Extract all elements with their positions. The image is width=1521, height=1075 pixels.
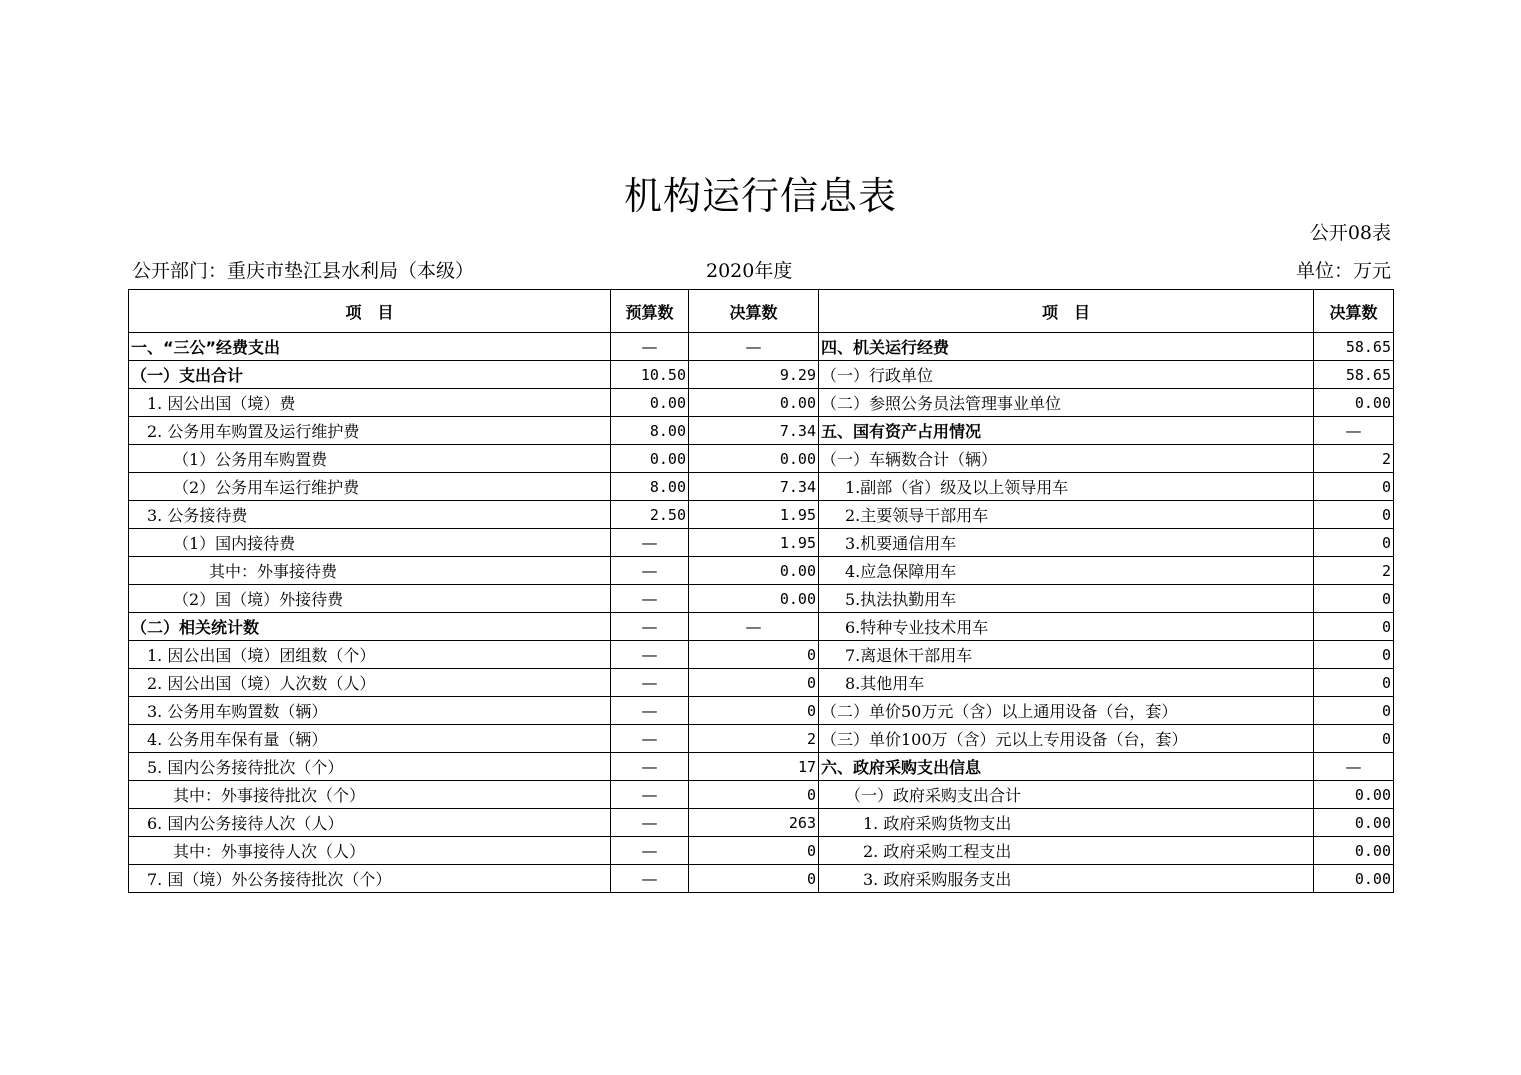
final-left-cell: 0 bbox=[689, 781, 819, 809]
final-right-cell: — bbox=[1314, 753, 1394, 781]
final-right-cell: 58.65 bbox=[1314, 333, 1394, 361]
budget-cell: — bbox=[611, 809, 689, 837]
final-left-cell: 17 bbox=[689, 753, 819, 781]
table-row bbox=[129, 585, 1394, 613]
final-left-cell: 0 bbox=[689, 641, 819, 669]
department-label: 公开部门：重庆市垫江县水利局（本级） bbox=[132, 260, 475, 282]
budget-cell: — bbox=[611, 865, 689, 893]
final-right-cell: 0.00 bbox=[1314, 781, 1394, 809]
final-right-cell: 2 bbox=[1314, 557, 1394, 585]
final-right-cell: 2 bbox=[1314, 445, 1394, 473]
item-right-cell: 1.副部（省）级及以上领导用车 bbox=[819, 473, 1314, 501]
fiscal-year: 2020年度 bbox=[706, 260, 793, 282]
item-left-cell: （1）国内接待费 bbox=[129, 529, 611, 557]
budget-cell: — bbox=[611, 697, 689, 725]
item-left-cell: 3. 公务接待费 bbox=[129, 501, 611, 529]
table-row bbox=[129, 837, 1394, 865]
table-row bbox=[129, 613, 1394, 641]
final-left-cell: 0.00 bbox=[689, 445, 819, 473]
final-left-cell: 0.00 bbox=[689, 585, 819, 613]
final-left-cell: 263 bbox=[689, 809, 819, 837]
item-left-cell: 1. 因公出国（境）费 bbox=[129, 389, 611, 417]
budget-cell: — bbox=[611, 641, 689, 669]
final-right-cell: 0 bbox=[1314, 529, 1394, 557]
table-row bbox=[129, 417, 1394, 445]
table-row bbox=[129, 501, 1394, 529]
final-right-cell: 0 bbox=[1314, 613, 1394, 641]
item-right-cell: 五、国有资产占用情况 bbox=[819, 417, 1314, 445]
budget-cell: — bbox=[611, 669, 689, 697]
final-right-cell: — bbox=[1314, 417, 1394, 445]
final-right-cell: 0 bbox=[1314, 669, 1394, 697]
budget-cell: 2.50 bbox=[611, 501, 689, 529]
unit-label: 单位：万元 bbox=[1295, 260, 1391, 282]
final-left-cell: — bbox=[689, 333, 819, 361]
budget-cell: 10.50 bbox=[611, 361, 689, 389]
final-left-cell: 0 bbox=[689, 837, 819, 865]
header-item-left: 项 目 bbox=[129, 290, 611, 333]
budget-cell: — bbox=[611, 529, 689, 557]
final-left-cell: 9.29 bbox=[689, 361, 819, 389]
item-right-cell: 1. 政府采购货物支出 bbox=[819, 809, 1314, 837]
budget-cell: — bbox=[611, 837, 689, 865]
final-right-cell: 0 bbox=[1314, 697, 1394, 725]
budget-cell: 8.00 bbox=[611, 473, 689, 501]
item-right-cell: （二）参照公务员法管理事业单位 bbox=[819, 389, 1314, 417]
final-left-cell: 7.34 bbox=[689, 417, 819, 445]
item-left-cell: （2）公务用车运行维护费 bbox=[129, 473, 611, 501]
item-left-cell: 一、“三公”经费支出 bbox=[129, 333, 611, 361]
item-right-cell: （一）车辆数合计（辆） bbox=[819, 445, 1314, 473]
budget-cell: — bbox=[611, 753, 689, 781]
table-row bbox=[129, 865, 1394, 893]
table-row bbox=[129, 557, 1394, 585]
final-right-cell: 0 bbox=[1314, 585, 1394, 613]
table-row bbox=[129, 361, 1394, 389]
final-right-cell: 0 bbox=[1314, 725, 1394, 753]
form-code: 公开08表 bbox=[1309, 222, 1391, 244]
budget-cell: — bbox=[611, 613, 689, 641]
final-left-cell: 7.34 bbox=[689, 473, 819, 501]
final-right-cell: 0.00 bbox=[1314, 389, 1394, 417]
table-row bbox=[129, 333, 1394, 361]
final-left-cell: 1.95 bbox=[689, 529, 819, 557]
final-left-cell: 0.00 bbox=[689, 557, 819, 585]
budget-cell: — bbox=[611, 781, 689, 809]
table-row bbox=[129, 473, 1394, 501]
item-left-cell: 6. 国内公务接待人次（人） bbox=[129, 809, 611, 837]
item-right-cell: 6.特种专业技术用车 bbox=[819, 613, 1314, 641]
budget-cell: 8.00 bbox=[611, 417, 689, 445]
final-left-cell: 0 bbox=[689, 865, 819, 893]
header-final-right: 决算数 bbox=[1314, 290, 1394, 333]
item-right-cell: 3. 政府采购服务支出 bbox=[819, 865, 1314, 893]
budget-cell: — bbox=[611, 725, 689, 753]
table-row bbox=[129, 753, 1394, 781]
table-row bbox=[129, 809, 1394, 837]
final-left-cell: 0.00 bbox=[689, 389, 819, 417]
final-left-cell: 2 bbox=[689, 725, 819, 753]
item-right-cell: 7.离退休干部用车 bbox=[819, 641, 1314, 669]
table-row bbox=[129, 781, 1394, 809]
item-left-cell: （二）相关统计数 bbox=[129, 613, 611, 641]
item-left-cell: 4. 公务用车保有量（辆） bbox=[129, 725, 611, 753]
item-right-cell: 四、机关运行经费 bbox=[819, 333, 1314, 361]
budget-cell: — bbox=[611, 585, 689, 613]
item-left-cell: 7. 国（境）外公务接待批次（个） bbox=[129, 865, 611, 893]
item-right-cell: （三）单价100万（含）元以上专用设备（台，套） bbox=[819, 725, 1314, 753]
final-right-cell: 0 bbox=[1314, 641, 1394, 669]
item-right-cell: （一）政府采购支出合计 bbox=[819, 781, 1314, 809]
item-right-cell: （二）单价50万元（含）以上通用设备（台，套） bbox=[819, 697, 1314, 725]
final-right-cell: 58.65 bbox=[1314, 361, 1394, 389]
table-row bbox=[129, 669, 1394, 697]
item-left-cell: （2）国（境）外接待费 bbox=[129, 585, 611, 613]
item-right-cell: 2.主要领导干部用车 bbox=[819, 501, 1314, 529]
item-left-cell: 1. 因公出国（境）团组数（个） bbox=[129, 641, 611, 669]
header-final-left: 决算数 bbox=[689, 290, 819, 333]
item-right-cell: 4.应急保障用车 bbox=[819, 557, 1314, 585]
item-left-cell: （1）公务用车购置费 bbox=[129, 445, 611, 473]
item-left-cell: 其中：外事接待费 bbox=[129, 557, 611, 585]
table-row bbox=[129, 641, 1394, 669]
table-row bbox=[129, 529, 1394, 557]
item-left-cell: 3. 公务用车购置数（辆） bbox=[129, 697, 611, 725]
budget-cell: 0.00 bbox=[611, 445, 689, 473]
item-right-cell: 六、政府采购支出信息 bbox=[819, 753, 1314, 781]
table-row bbox=[129, 445, 1394, 473]
final-left-cell: 1.95 bbox=[689, 501, 819, 529]
item-right-cell: 2. 政府采购工程支出 bbox=[819, 837, 1314, 865]
table-header-row bbox=[129, 290, 1394, 333]
item-left-cell: 5. 国内公务接待批次（个） bbox=[129, 753, 611, 781]
final-left-cell: 0 bbox=[689, 669, 819, 697]
table-row bbox=[129, 389, 1394, 417]
item-left-cell: 2. 公务用车购置及运行维护费 bbox=[129, 417, 611, 445]
item-left-cell: 2. 因公出国（境）人次数（人） bbox=[129, 669, 611, 697]
item-right-cell: 8.其他用车 bbox=[819, 669, 1314, 697]
item-left-cell: 其中：外事接待人次（人） bbox=[129, 837, 611, 865]
final-right-cell: 0.00 bbox=[1314, 837, 1394, 865]
budget-cell: 0.00 bbox=[611, 389, 689, 417]
table-row bbox=[129, 697, 1394, 725]
table-body bbox=[129, 333, 1394, 893]
final-left-cell: 0 bbox=[689, 697, 819, 725]
item-right-cell: 3.机要通信用车 bbox=[819, 529, 1314, 557]
table-row bbox=[129, 725, 1394, 753]
page-title: 机构运行信息表 bbox=[623, 174, 897, 218]
info-table bbox=[128, 289, 1394, 893]
header-item-right: 项 目 bbox=[819, 290, 1314, 333]
budget-cell: — bbox=[611, 557, 689, 585]
header-budget: 预算数 bbox=[611, 290, 689, 333]
final-right-cell: 0.00 bbox=[1314, 865, 1394, 893]
final-right-cell: 0.00 bbox=[1314, 809, 1394, 837]
item-left-cell: 其中：外事接待批次（个） bbox=[129, 781, 611, 809]
final-left-cell: — bbox=[689, 613, 819, 641]
budget-cell: — bbox=[611, 333, 689, 361]
item-right-cell: 5.执法执勤用车 bbox=[819, 585, 1314, 613]
final-right-cell: 0 bbox=[1314, 473, 1394, 501]
final-right-cell: 0 bbox=[1314, 501, 1394, 529]
item-left-cell: （一）支出合计 bbox=[129, 361, 611, 389]
item-right-cell: （一）行政单位 bbox=[819, 361, 1314, 389]
